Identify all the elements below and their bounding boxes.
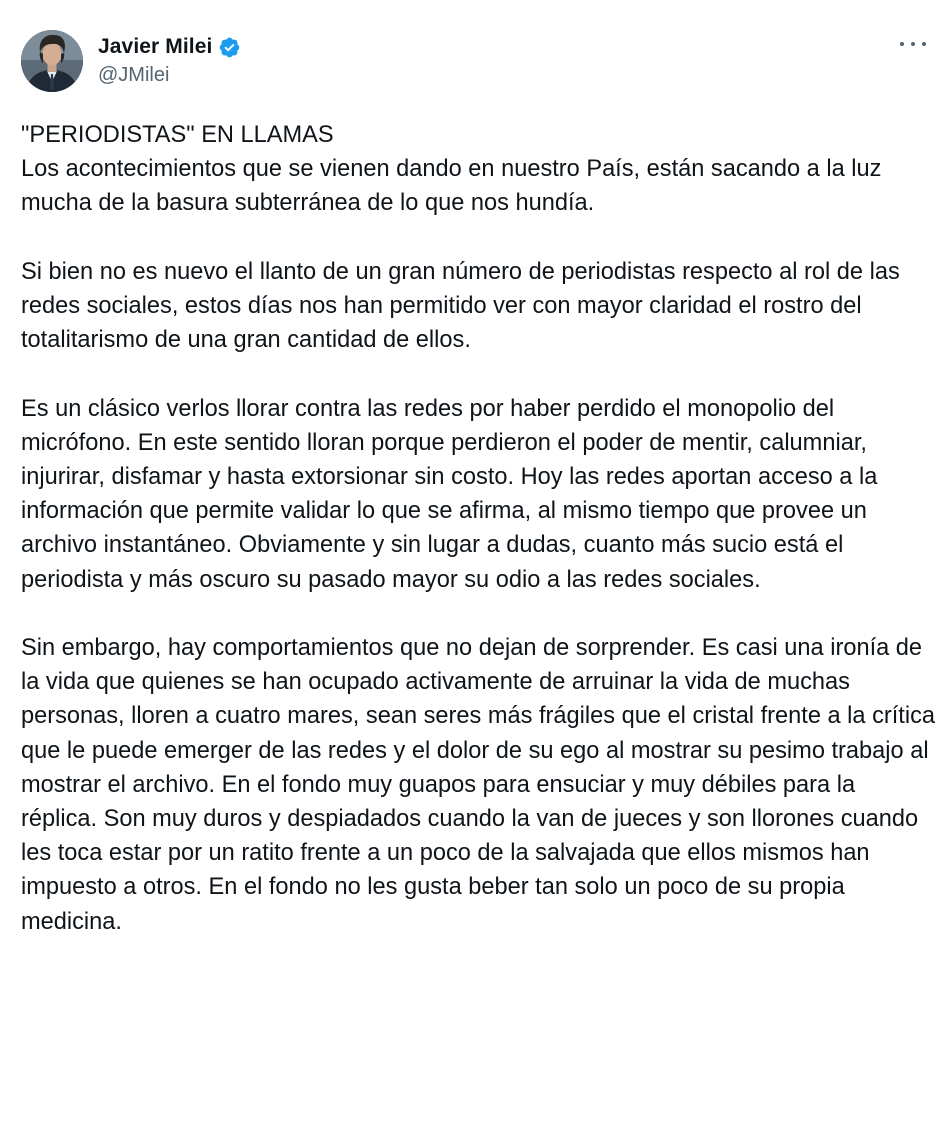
more-horizontal-icon[interactable] (900, 34, 926, 54)
author-names (98, 33, 241, 87)
tweet-header (21, 30, 930, 96)
avatar[interactable] (21, 30, 83, 92)
display-name-row (98, 33, 241, 61)
handle[interactable]: @JMilei (98, 64, 170, 86)
verified-badge-icon (218, 36, 241, 59)
avatar-photo-icon (21, 30, 83, 92)
display-name[interactable]: Javier Milei (98, 35, 213, 58)
tweet-text: "PERIODISTAS" EN LLAMAS Los acontecimientos que se vienen dando en nuestro País, están sacando a la luz mucha de la basura subterránea de lo que nos hundía. Si bien no es nuevo el llanto de un gran número de periodistas respecto al rol de las redes sociales, estos días nos han permitido ver con mayor claridad el rostro del totalitarismo de una gran cantidad de ellos. Es un clásico verlos llorar contra las redes por haber perdido el monopolio del micrófono. En este sentido lloran porque perdieron el poder de mentir, calumniar, injurirar, disfamar y hasta extorsionar sin costo. Hoy las redes aportan acceso a la información que permite validar lo que se afirma, al mismo tiempo que provee un archivo instantáneo. Obviamente y sin lugar a dudas, cuanto más sucio está el periodista y más oscuro su pasado mayor su odio a las redes sociales. Sin embargo, hay comportamientos que no dejan de sorprender. Es casi una ironía de la vida que quienes se han ocupado activamente de arruinar la vida de muchas personas, lloren a cuatro mares, sean seres más frágiles que el cristal frente a la crítica que le puede emerger de las redes y el dolor de su ego al mostrar su pesimo trabajo al mostrar el archivo. En el fondo muy guapos para ensuciar y muy débiles para la réplica. Son muy duros y despiadados cuando la van de jueces y son llorones cuando les toca estar por un ratito frente a un poco de la salvajada que ellos mismos han impuesto a otros. En el fondo no les gusta beber tan solo un poco de su propia medicina. (21, 122, 936, 935)
